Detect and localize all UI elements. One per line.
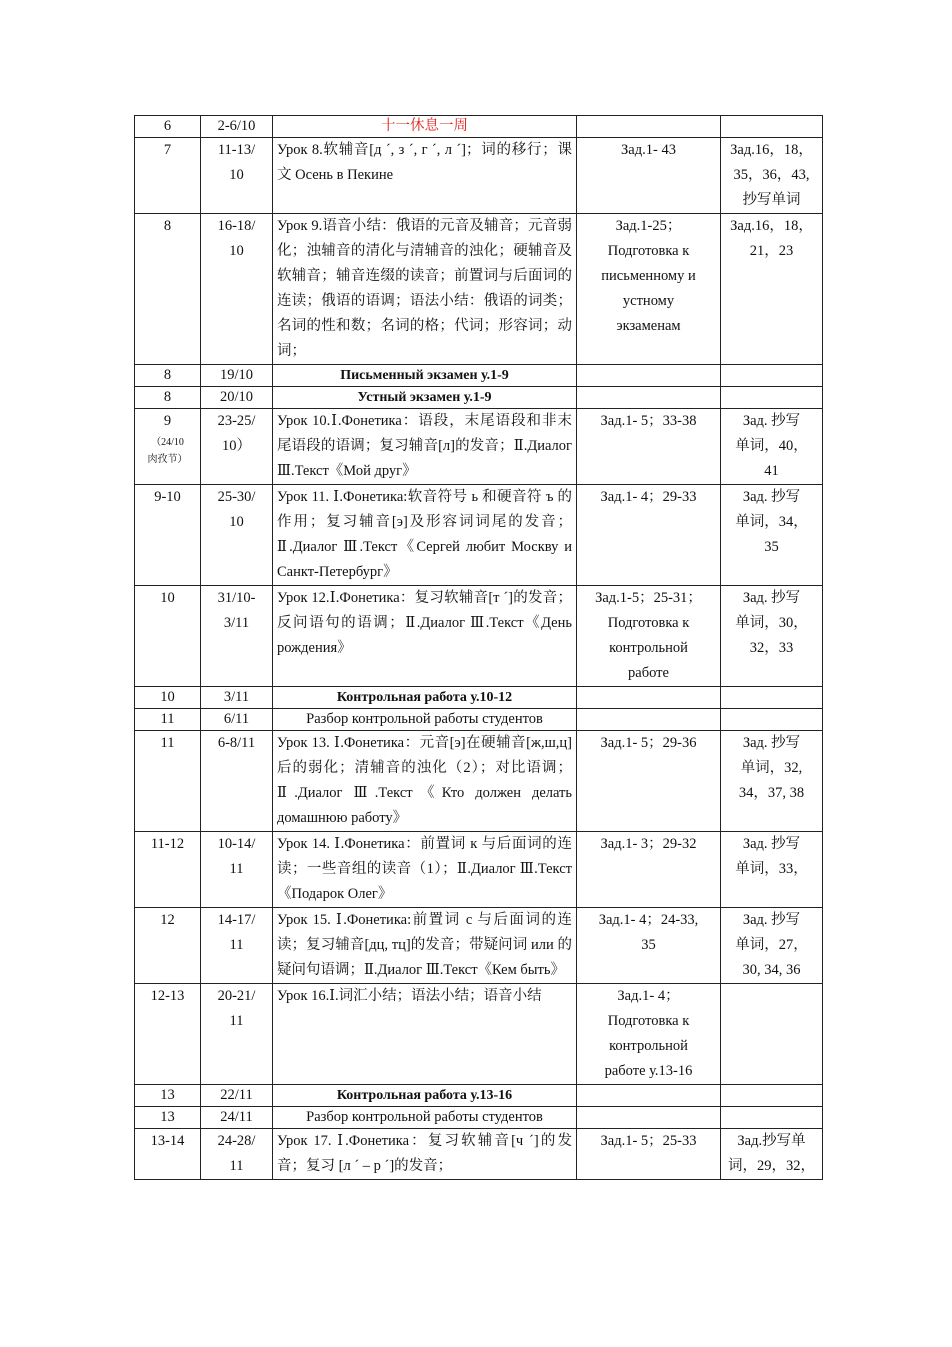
homework-cell: [721, 409, 823, 485]
date-cell-text: 11-13/ 10: [217, 142, 256, 183]
classwork-cell-text: Зад.1- 5；29-36: [600, 735, 697, 751]
week-cell-text: 13-14: [150, 1133, 185, 1149]
table-row: [135, 709, 823, 731]
date-cell: [201, 984, 273, 1085]
date-cell: [201, 214, 273, 365]
topic-text: Урок 16.Ⅰ.词汇小结；语法小结；语音小结: [277, 988, 542, 1004]
homework-cell: [721, 485, 823, 586]
date-cell-text: 16-18/ 10: [217, 218, 256, 259]
classwork-cell: [577, 586, 721, 687]
date-cell: [201, 485, 273, 586]
date-cell: [201, 116, 273, 138]
table-row: [135, 586, 823, 687]
topic-text: Урок 15. Ⅰ.Фонетика:前置词 с 与后面词的连读；复习辅音[дц, тц]的发音；带疑问词 или 的疑问句语调；Ⅱ.Диалог Ⅲ.Текст《Кем быть》: [277, 912, 572, 978]
table-row: [135, 1107, 823, 1129]
week-note: （24/10 肉孜节）: [147, 437, 188, 465]
week-cell-text: 11: [160, 735, 175, 751]
classwork-cell: [577, 116, 721, 138]
week-cell-text: 6: [163, 118, 172, 134]
date-cell-text: 2-6/10: [217, 118, 256, 134]
date-cell-text: 23-25/ 10）: [217, 413, 256, 454]
topic-cell: [273, 984, 577, 1085]
homework-cell: [721, 984, 823, 1085]
date-cell-text: 6/11: [223, 711, 250, 727]
week-cell: [135, 1107, 201, 1129]
topic-cell: [273, 1085, 577, 1107]
homework-cell: [721, 687, 823, 709]
table-row: [135, 138, 823, 214]
table-row: [135, 485, 823, 586]
homework-cell-text: Зад.16，18， 35，36，43, 抄写单词: [730, 142, 813, 208]
week-cell: [135, 832, 201, 908]
date-cell: [201, 731, 273, 832]
schedule-body: [135, 116, 823, 1180]
topic-text: Урок 17. Ⅰ.Фонетика：复习软辅音[ч ´]的发音；复习 [л ´ – р ´]的发音；: [277, 1133, 572, 1174]
classwork-cell: [577, 832, 721, 908]
date-cell-text: 22/11: [220, 1087, 253, 1103]
week-cell-text: 13: [160, 1087, 175, 1103]
classwork-cell-text: Зад.1- 5；25-33: [600, 1133, 697, 1149]
classwork-cell: [577, 908, 721, 984]
classwork-cell: [577, 214, 721, 365]
date-cell: [201, 1129, 273, 1180]
topic-text: Разбор контрольной работы студентов: [306, 1109, 543, 1125]
week-cell: [135, 387, 201, 409]
date-cell: [201, 687, 273, 709]
week-cell-text: 7: [163, 142, 172, 158]
topic-cell: [273, 485, 577, 586]
week-cell: [135, 731, 201, 832]
date-cell-text: 19/10: [219, 367, 254, 383]
table-row: [135, 409, 823, 485]
homework-cell: [721, 908, 823, 984]
date-cell-text: 25-30/ 10: [217, 489, 256, 530]
week-cell-text: 8: [163, 389, 172, 405]
date-cell-text: 20-21/ 11: [217, 988, 256, 1029]
homework-cell: [721, 1085, 823, 1107]
date-cell-text: 6-8/11: [217, 735, 256, 751]
date-cell: [201, 586, 273, 687]
date-cell-text: 24-28/ 11: [217, 1133, 256, 1174]
topic-text: Урок 12.Ⅰ.Фонетика：复习软辅音[т ´]的发音；反问语句的语调；Ⅱ.Диалог Ⅲ.Текст《День рождения》: [277, 590, 572, 656]
classwork-cell-text: Зад.1- 5；33-38: [600, 413, 697, 429]
week-cell: [135, 908, 201, 984]
classwork-cell: [577, 1085, 721, 1107]
homework-cell: [721, 832, 823, 908]
week-cell: [135, 365, 201, 387]
date-cell: [201, 1085, 273, 1107]
date-cell-text: 24/11: [220, 1109, 253, 1125]
date-cell: [201, 138, 273, 214]
date-cell: [201, 365, 273, 387]
classwork-cell-text: Зад.1- 4； Подготовка к контрольной работе у.13-16: [604, 988, 693, 1079]
table-row: [135, 832, 823, 908]
topic-cell: [273, 1107, 577, 1129]
week-cell-text: 11-12: [150, 836, 185, 852]
homework-cell: [721, 387, 823, 409]
week-cell-text: 8: [163, 218, 172, 234]
week-cell: [135, 709, 201, 731]
table-row: [135, 731, 823, 832]
schedule-table: [134, 115, 823, 1180]
topic-text: Урок 8.软辅音[д ´, з ´, г ´, л ´]；词的移行；课文 Осень в Пекине: [277, 142, 572, 183]
topic-text: Устный экзамен у.1-9: [357, 390, 492, 405]
table-row: [135, 908, 823, 984]
topic-text: Контрольная работа у.13-16: [336, 1088, 513, 1103]
topic-cell: [273, 214, 577, 365]
week-cell-text: 12: [160, 912, 175, 928]
date-cell: [201, 387, 273, 409]
classwork-cell-text: Зад.1-5；25-31； Подготовка к контрольной работе: [595, 590, 702, 681]
date-cell: [201, 709, 273, 731]
date-cell-text: 10-14/ 11: [217, 836, 256, 877]
topic-text: 十一休息一周: [381, 118, 468, 134]
topic-cell: [273, 586, 577, 687]
topic-cell: [273, 908, 577, 984]
classwork-cell-text: Зад.1-25； Подготовка к письменному и устному экзаменам: [601, 218, 696, 334]
classwork-cell-text: Зад.1- 3；29-32: [600, 836, 697, 852]
week-cell: [135, 116, 201, 138]
date-cell-text: 3/11: [223, 689, 250, 705]
classwork-cell: [577, 485, 721, 586]
topic-text: Урок 11. Ⅰ.Фонетика:软音符号 ь 和硬音符 ъ 的作用；复习辅音[э]及形容词词尾的发音；Ⅱ.Диалог Ⅲ.Текст《Сергей любит Москву и Санкт-Петербург》: [277, 489, 572, 580]
week-cell: [135, 586, 201, 687]
week-cell: [135, 409, 201, 485]
week-cell-text: 11: [160, 711, 175, 727]
table-row: [135, 214, 823, 365]
homework-cell: [721, 1129, 823, 1180]
week-cell: [135, 1129, 201, 1180]
classwork-cell: [577, 709, 721, 731]
week-cell: [135, 485, 201, 586]
classwork-cell: [577, 1129, 721, 1180]
homework-cell: [721, 709, 823, 731]
classwork-cell: [577, 1107, 721, 1129]
topic-cell: [273, 832, 577, 908]
topic-text: Контрольная работа у.10-12: [336, 690, 513, 705]
homework-cell: [721, 214, 823, 365]
classwork-cell: [577, 687, 721, 709]
week-cell-text: 13: [160, 1109, 175, 1125]
classwork-cell: [577, 138, 721, 214]
homework-cell-text: Зад. 抄写 单词，30， 32，33: [735, 590, 808, 656]
homework-cell: [721, 138, 823, 214]
table-row: [135, 116, 823, 138]
homework-cell-text: Зад.16，18， 21，23: [730, 218, 813, 259]
date-cell: [201, 409, 273, 485]
week-cell: [135, 687, 201, 709]
classwork-cell-text: Зад.1- 4；29-33: [600, 489, 697, 505]
week-cell-text: 12-13: [150, 988, 185, 1004]
table-row: [135, 365, 823, 387]
week-cell-text: 9: [163, 413, 172, 429]
homework-cell: [721, 731, 823, 832]
topic-text: Урок 10.Ⅰ.Фонетика：语段，末尾语段和非末尾语段的语调；复习辅音[л]的发音；Ⅱ.Диалог Ⅲ.Текст《Мой друг》: [277, 413, 572, 479]
homework-cell-text: Зад.抄写单 词，29，32，: [728, 1133, 815, 1174]
classwork-cell: [577, 731, 721, 832]
topic-cell: [273, 409, 577, 485]
week-cell: [135, 138, 201, 214]
homework-cell-text: Зад. 抄写 单词，34， 35: [735, 489, 808, 555]
topic-cell: [273, 138, 577, 214]
classwork-cell: [577, 984, 721, 1085]
week-cell-text: 10: [160, 590, 175, 606]
classwork-cell: [577, 387, 721, 409]
date-cell-text: 20/10: [219, 389, 254, 405]
homework-cell-text: Зад. 抄写 单词，27， 30, 34, 36: [735, 912, 808, 978]
topic-text: Урок 13. Ⅰ.Фонетика：元音[э]在硬辅音[ж,ш,ц]后的弱化；清辅音的浊化（2）；对比语调；Ⅱ.Диалог Ⅲ.Текст《Кто должен делать домашнюю работу》: [277, 735, 572, 826]
topic-cell: [273, 387, 577, 409]
topic-cell: [273, 1129, 577, 1180]
table-row: [135, 387, 823, 409]
topic-cell: [273, 709, 577, 731]
date-cell: [201, 832, 273, 908]
week-cell-text: 10: [160, 689, 175, 705]
topic-text: Разбор контрольной работы студентов: [306, 711, 543, 727]
topic-cell: [273, 687, 577, 709]
topic-cell: [273, 116, 577, 138]
week-cell: [135, 214, 201, 365]
classwork-cell: [577, 365, 721, 387]
topic-cell: [273, 731, 577, 832]
date-cell: [201, 1107, 273, 1129]
table-row: [135, 687, 823, 709]
week-cell: [135, 984, 201, 1085]
homework-cell: [721, 365, 823, 387]
homework-cell: [721, 116, 823, 138]
table-row: [135, 1085, 823, 1107]
date-cell-text: 14-17/ 11: [217, 912, 256, 953]
date-cell-text: 31/10- 3/11: [217, 590, 256, 631]
table-row: [135, 984, 823, 1085]
classwork-cell-text: Зад.1- 4；24-33, 35: [598, 912, 699, 953]
homework-cell: [721, 586, 823, 687]
week-cell: [135, 1085, 201, 1107]
week-cell-text: 8: [163, 367, 172, 383]
week-cell-text: 9-10: [154, 489, 181, 505]
topic-text: Урок 9.语音小结：俄语的元音及辅音；元音弱化；浊辅音的清化与清辅音的浊化；硬辅音及软辅音；辅音连缀的读音；前置词与后面词的连读；俄语的语调；语法小结：俄语的词类；名词的性和数；名词的格；代词；形容词；动词；: [277, 218, 572, 359]
table-row: [135, 1129, 823, 1180]
topic-text: Урок 14. Ⅰ.Фонетика：前置词 к 与后面词的连读；一些音组的读音（1）；Ⅱ.Диалог Ⅲ.Текст《Подарок Олег》: [277, 836, 572, 902]
classwork-cell: [577, 409, 721, 485]
homework-cell-text: Зад. 抄写 单词，32, 34，37, 38: [738, 735, 805, 801]
classwork-cell-text: Зад.1- 43: [621, 142, 676, 158]
homework-cell-text: Зад. 抄写 单词，40， 41: [735, 413, 808, 479]
date-cell: [201, 908, 273, 984]
topic-text: Письменный экзамен у.1-9: [340, 368, 509, 383]
homework-cell-text: Зад. 抄写 单词，33，: [735, 836, 808, 877]
topic-cell: [273, 365, 577, 387]
homework-cell: [721, 1107, 823, 1129]
